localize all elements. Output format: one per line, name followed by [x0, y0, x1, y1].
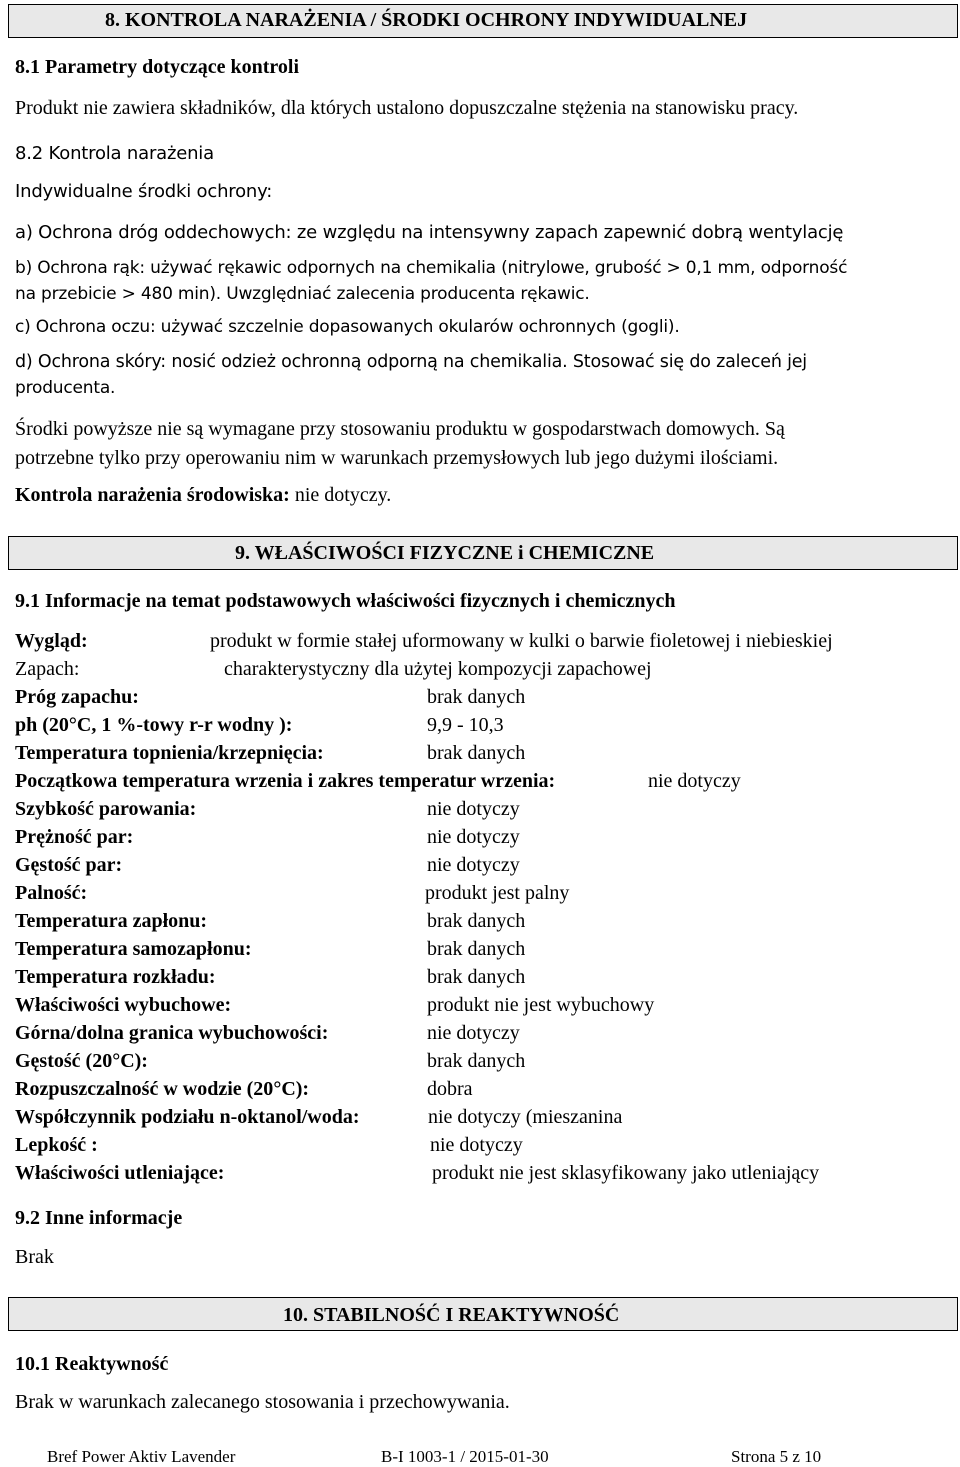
- prop-label-viscosity: Lepkość :: [15, 1134, 98, 1156]
- degree-symbol: °: [273, 1078, 282, 1100]
- section-8-1-title: 8.1 Parametry dotyczące kontroli: [15, 56, 299, 78]
- prop-label-odor-threshold: Próg zapachu:: [15, 686, 139, 708]
- prop-value-boiling: nie dotyczy: [648, 770, 741, 792]
- prop-value-explosive: produkt nie jest wybuchowy: [427, 994, 655, 1016]
- footer-page: Strona 5 z 10: [731, 1447, 822, 1466]
- prop-value-autoignition: brak danych: [427, 938, 526, 960]
- note-line1: Środki powyższe nie są wymagane przy stosowaniu produktu w gospodarstwach domowych. Są: [15, 418, 785, 440]
- protection-item-a: a) Ochrona dróg oddechowych: ze względu na intensywny zapach zapewnić dobrą wentylację: [15, 222, 844, 243]
- prop-label-explosive-limits: Górna/dolna granica wybuchowości:: [15, 1022, 329, 1044]
- footer-product: Bref Power Aktiv Lavender: [47, 1447, 236, 1466]
- protection-item-c: c) Ochrona oczu: używać szczelnie dopasowanych okularów ochronnych (gogli).: [15, 317, 680, 337]
- section-10-1-text: Brak w warunkach zalecanego stosowania i przechowywania.: [15, 1391, 510, 1413]
- prop-label-odor: Zapach:: [15, 658, 80, 680]
- prop-value-decomposition: brak danych: [427, 966, 526, 988]
- env-control-value: nie dotyczy.: [294, 484, 392, 506]
- section-8-2-intro: Indywidualne środki ochrony:: [15, 181, 273, 202]
- prop-value-odor: charakterystyczny dla użytej kompozycji zapachowej: [224, 658, 652, 680]
- prop-label-autoignition: Temperatura samozapłonu:: [15, 938, 252, 960]
- prop-label-solubility: [15, 1078, 309, 1101]
- prop-label-flash-point: Temperatura zapłonu:: [15, 910, 208, 932]
- prop-label-density-text: Gęstość (20: [15, 1050, 113, 1072]
- prop-label-appearance: Wygląd:: [15, 630, 88, 652]
- prop-value-melting: brak danych: [427, 742, 526, 764]
- section-8-2-title: 8.2 Kontrola narażenia: [15, 143, 214, 164]
- prop-label-boiling: Początkowa temperatura wrzenia i zakres temperatur wrzenia:: [15, 770, 556, 792]
- prop-label-oxidizing: Właściwości utleniające:: [15, 1162, 225, 1184]
- prop-value-flammability: produkt jest palny: [425, 882, 570, 904]
- prop-value-partition: nie dotyczy (mieszanina: [428, 1106, 623, 1128]
- prop-value-vapor-density: nie dotyczy: [427, 854, 520, 876]
- env-control: [15, 484, 391, 507]
- prop-label-ph: [15, 714, 292, 737]
- prop-label-solubility-suffix: C):: [281, 1078, 310, 1100]
- degree-symbol: °: [112, 1050, 121, 1072]
- protection-item-b-line1: b) Ochrona rąk: używać rękawic odpornych na chemikalia (nitrylowe, grubość > 0,1 mm, odporność: [15, 258, 848, 278]
- section-10-title: 10. STABILNOŚĆ I REAKTYWNOŚĆ: [283, 1304, 620, 1326]
- section-9-title: 9. WŁAŚCIWOŚCI FIZYCZNE i CHEMICZNE: [235, 542, 655, 564]
- note-line2: potrzebne tylko przy operowaniu nim w warunkach przemysłowych lub jego dużymi ilościami.: [15, 447, 779, 469]
- protection-item-d-line2: producenta.: [15, 378, 116, 398]
- prop-value-oxidizing: produkt nie jest sklasyfikowany jako utleniający: [432, 1162, 820, 1184]
- prop-label-evaporation: Szybkość parowania:: [15, 798, 197, 820]
- prop-value-vapor-pressure: nie dotyczy: [427, 826, 520, 848]
- section-8-1-text: Produkt nie zawiera składników, dla których ustalono dopuszczalne stężenia na stanowisku pracy.: [15, 97, 799, 119]
- prop-label-ph-text: ph (20: [15, 714, 69, 736]
- prop-label-vapor-density: Gęstość par:: [15, 854, 123, 876]
- prop-label-solubility-text: Rozpuszczalność w wodzie (20: [15, 1078, 274, 1100]
- section-8-header: [8, 4, 958, 38]
- prop-label-decomposition: Temperatura rozkładu:: [15, 966, 216, 988]
- prop-value-ph: 9,9 - 10,3: [427, 714, 504, 736]
- footer-code: B-I 1003-1 / 2015-01-30: [381, 1447, 549, 1466]
- prop-label-ph-suffix: C, 1 %-towy r-r wodny ):: [76, 714, 293, 736]
- prop-label-partition: Współczynnik podziału n-oktanol/woda:: [15, 1106, 360, 1128]
- prop-value-flash-point: brak danych: [427, 910, 526, 932]
- section-8-title: 8. KONTROLA NARAŻENIA / ŚRODKI OCHRONY INDYWIDUALNEJ: [105, 9, 748, 31]
- prop-value-explosive-limits: nie dotyczy: [427, 1022, 520, 1044]
- prop-value-odor-threshold: brak danych: [427, 686, 526, 708]
- prop-label-density-suffix: C):: [120, 1050, 148, 1072]
- prop-label-melting: Temperatura topnienia/krzepnięcia:: [15, 742, 324, 764]
- section-10-1-title: 10.1 Reaktywność: [15, 1353, 169, 1375]
- prop-label-density: [15, 1050, 148, 1073]
- protection-item-b-line2: na przebicie > 480 min). Uwzględniać zalecenia producenta rękawic.: [15, 284, 590, 304]
- prop-value-evaporation: nie dotyczy: [427, 798, 520, 820]
- prop-label-explosive: Właściwości wybuchowe:: [15, 994, 232, 1016]
- section-9-2-text: Brak: [15, 1246, 54, 1268]
- prop-value-solubility: dobra: [427, 1078, 473, 1100]
- section-9-1-title: 9.1 Informacje na temat podstawowych właściwości fizycznych i chemicznych: [15, 590, 676, 612]
- prop-value-viscosity: nie dotyczy: [430, 1134, 523, 1156]
- prop-label-flammability: Palność:: [15, 882, 88, 904]
- prop-label-vapor-pressure: Prężność par:: [15, 826, 134, 848]
- section-9-2-title: 9.2 Inne informacje: [15, 1207, 183, 1229]
- prop-value-appearance: produkt w formie stałej uformowany w kulki o barwie fioletowej i niebieskiej: [210, 630, 833, 652]
- section-9-header: [8, 536, 958, 570]
- env-control-label: Kontrola narażenia środowiska:: [15, 484, 290, 506]
- prop-value-density: brak danych: [427, 1050, 526, 1072]
- degree-symbol: °: [68, 714, 77, 736]
- protection-item-d-line1: d) Ochrona skóry: nosić odzież ochronną odporną na chemikalia. Stosować się do zaleceń jej: [15, 352, 807, 372]
- section-10-header: [8, 1297, 958, 1331]
